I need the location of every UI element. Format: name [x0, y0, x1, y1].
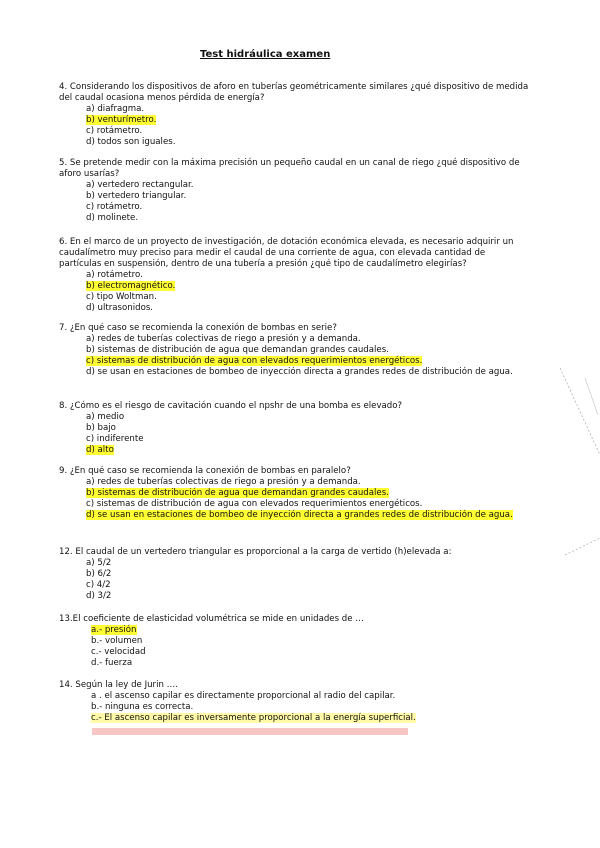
option-a: a . el ascenso capilar es directamente proporcional al radio del capilar.	[91, 691, 396, 701]
option-b: b.- ninguna es correcta.	[91, 702, 194, 712]
question-stem: 9. ¿En qué caso se recomienda la conexión de bombas en paralelo?	[59, 466, 351, 476]
option-d: d) se usan en estaciones de bombeo de inyección directa a grandes redes de distribución de agua.	[86, 367, 513, 377]
question-5	[59, 158, 529, 224]
option-b: b) bajo	[86, 423, 116, 433]
option-a-highlighted: a.- presión	[91, 625, 137, 635]
option-b: b) 6/2	[86, 569, 112, 579]
question-stem: 4. Considerando los dispositivos de aforo en tuberías geométricamente similares ¿qué dispositivo de medida del caudal ocasiona menos pérdida de energía?	[59, 82, 529, 103]
option-c: c) 4/2	[86, 580, 111, 590]
pencil-mark	[585, 378, 598, 415]
option-c: c.- velocidad	[91, 647, 146, 657]
option-c: c) sistemas de distribución de agua con elevados requerimientos energéticos.	[86, 499, 423, 509]
page-title: Test hidráulica examen	[200, 49, 331, 60]
question-6	[59, 237, 529, 314]
option-b-highlighted: b) electromagnético.	[86, 281, 176, 291]
question-stem: 13.El coeficiente de elasticidad volumétrica se mide en unidades de …	[59, 614, 364, 624]
question-7	[59, 323, 529, 378]
question-stem: 5. Se pretende medir con la máxima precisión un pequeño caudal en un canal de riego ¿qué dispositivo de aforo usarías?	[59, 158, 520, 179]
option-a: a) 5/2	[86, 558, 112, 568]
option-a: a) medio	[86, 412, 125, 422]
option-d-highlighted: d) se usan en estaciones de bombeo de inyección directa a grandes redes de distribución de agua.	[86, 510, 513, 520]
option-d: d) todos son iguales.	[86, 137, 176, 147]
question-13	[59, 614, 529, 669]
option-c-highlighted: c) sistemas de distribución de agua con elevados requerimientos energéticos.	[86, 356, 423, 366]
question-4	[59, 82, 529, 148]
option-a: a) vertedero rectangular.	[86, 180, 194, 190]
pencil-mark	[565, 538, 600, 555]
option-d: d) ultrasonidos.	[86, 303, 154, 313]
pencil-mark	[560, 368, 600, 455]
option-c: c) tipo Woltman.	[86, 292, 157, 302]
question-stem: 8. ¿Cómo es el riesgo de cavitación cuando el npshr de una bomba es elevado?	[59, 401, 403, 411]
question-12	[59, 547, 529, 602]
option-a: a) redes de tuberías colectivas de riego a presión y a demanda.	[86, 334, 361, 344]
question-stem: 14. Según la ley de Jurin ….	[59, 680, 178, 690]
option-a: a) redes de tuberías colectivas de riego a presión y a demanda.	[86, 477, 361, 487]
question-14	[59, 680, 529, 724]
question-stem: 12. El caudal de un vertedero triangular es proporcional a la carga de vertido (h)elevada a:	[59, 547, 452, 557]
option-a: a) rotámetro.	[86, 270, 143, 280]
option-c: c) indiferente	[86, 434, 144, 444]
option-b-highlighted: b) venturímetro.	[86, 115, 157, 125]
option-d: d) 3/2	[86, 591, 112, 601]
question-8	[59, 401, 529, 456]
question-9	[59, 466, 529, 521]
option-b: b.- volumen	[91, 636, 143, 646]
option-c: c) rotámetro.	[86, 202, 143, 212]
option-b-highlighted: b) sistemas de distribución de agua que demandan grandes caudales.	[86, 488, 389, 498]
pink-highlight-band	[92, 728, 408, 735]
option-b: b) sistemas de distribución de agua que demandan grandes caudales.	[86, 345, 389, 355]
option-c-highlighted: c.- El ascenso capilar es inversamente proporcional a la energía superficial.	[91, 713, 416, 723]
question-stem: 7. ¿En qué caso se recomienda la conexión de bombas en serie?	[59, 323, 337, 333]
question-stem: 6. En el marco de un proyecto de investigación, de dotación económica elevada, es necesario adquirir un caudalímetro muy preciso para medir el caudal de una corriente de agua, con elevada cantidad de partículas en suspensión, dentro de una tubería a presión ¿qué tipo de caudalímetro elegirías?	[59, 237, 514, 269]
option-d-highlighted: d) alto	[86, 445, 114, 455]
option-d: d.- fuerza	[91, 658, 133, 668]
option-a: a) diafragma.	[86, 104, 145, 114]
option-d: d) molinete.	[86, 213, 139, 223]
option-b: b) vertedero triangular.	[86, 191, 187, 201]
option-c: c) rotámetro.	[86, 126, 143, 136]
